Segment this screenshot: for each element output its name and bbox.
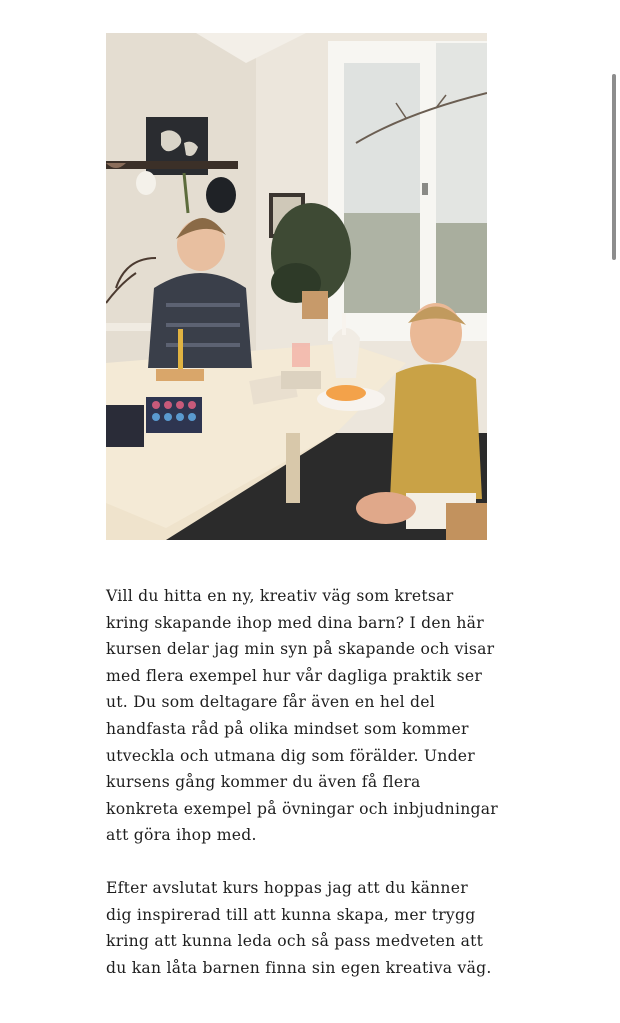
intro-paragraph: Vill du hitta en ny, kreativ väg som kretsar kring skapande ihop med dina barn? I den här kursen delar jag min syn på skapande och visar med flera exempel hur vår dagliga praktik ser ut. Du som deltagare får även en hel del handfasta råd på olika mindset som kommer utveckla och utmana dig som förälder. Under kursens gång kommer du även få flera konkreta exempel på övningar och inbjudningar att göra ihop med. [106,587,498,845]
hero-photo [106,33,487,540]
scrollbar-thumb[interactable] [612,74,616,260]
course-description [106,583,498,1007]
outcome-paragraph: Efter avslutat kurs hoppas jag att du känner dig inspirerad till att kunna skapa, mer trygg kring att kunna leda och så pass medveten att du kan låta barnen finna sin egen kreativa väg. [106,878,492,977]
